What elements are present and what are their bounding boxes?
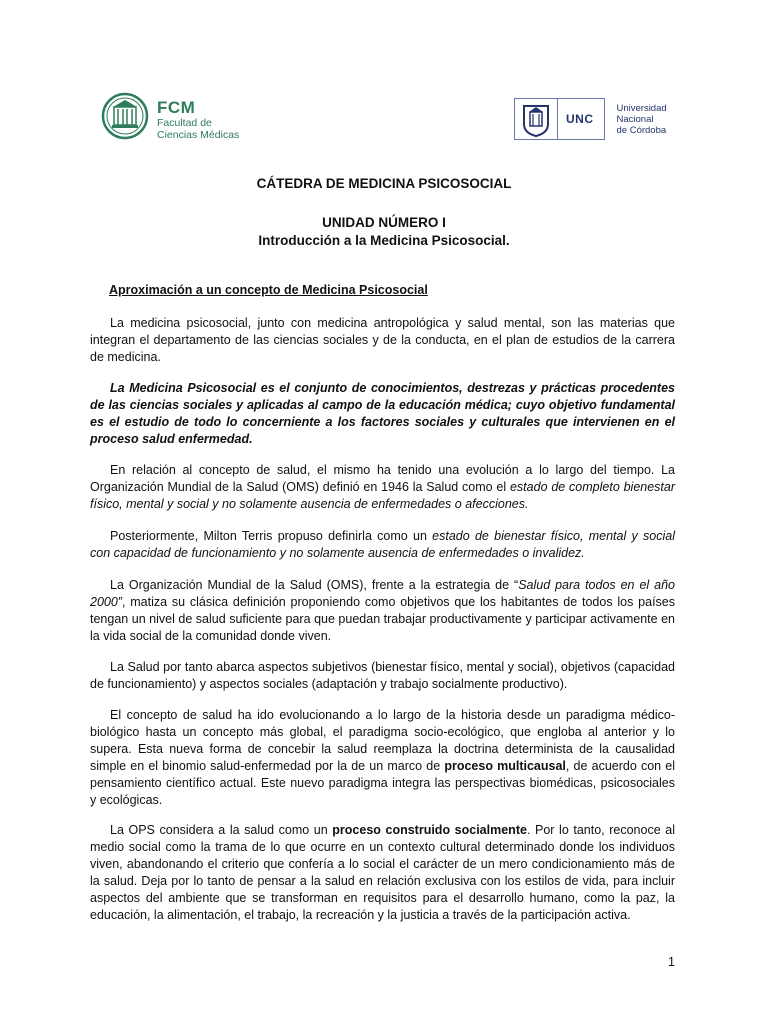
paragraph-3-italic: estado de completo bienestar físico, mental y social y no solamente ausencia de enfermedades o afecciones.	[90, 480, 676, 511]
unc-crest-icon	[519, 100, 553, 138]
paragraph-5	[90, 577, 675, 645]
paragraph-4-text: Posteriormente, Milton Terris propuso definirla como un	[110, 529, 433, 543]
fcm-abbreviation: FCM	[157, 98, 196, 117]
fcm-seal-icon	[101, 90, 149, 142]
unidad-title: UNIDAD NÚMERO I	[322, 215, 446, 230]
paragraph-7-rest: , de acuerdo con el pensamiento científico actual. Este nuevo paradigma integra las perspectivas biomédicas, psicosociales y ecológicas.	[90, 759, 675, 807]
catedra-title: CÁTEDRA DE MEDICINA PSICOSOCIAL	[256, 176, 512, 191]
unc-abbreviation: UNC	[566, 112, 594, 126]
unc-name-line3: de Córdoba	[616, 124, 667, 136]
paragraph-8-text: La OPS considera a la salud como un	[110, 823, 333, 837]
unc-name-line2: Nacional	[616, 113, 654, 125]
paragraph-7	[90, 707, 675, 809]
paragraph-8	[90, 822, 675, 924]
paragraph-4-italic: estado de bienestar físico, mental y social con capacidad de funcionamiento y no solamente ausencia de enfermedades o invalidez.	[90, 529, 675, 560]
page-number: 1	[668, 955, 675, 969]
paragraph-8-bold: proceso construido socialmente	[332, 823, 527, 837]
paragraph-3	[90, 462, 675, 513]
paragraph-7-bold: proceso multicausal	[444, 759, 566, 773]
paragraph-2-definition: La Medicina Psicosocial es el conjunto de conocimientos, destrezas y prácticas procedentes de las ciencias sociales y aplicadas al campo de la educación médica; cuyo objetivo fundamental es el estudio de todo lo concerniente a los factores sociales y culturales que intervienen en el proceso salud enfermedad.	[90, 381, 675, 446]
section-heading: Aproximación a un concepto de Medicina Psicosocial	[109, 283, 428, 297]
fcm-name-line1: Facultad de	[157, 117, 212, 129]
paragraph-1: La medicina psicosocial, junto con medicina antropológica y salud mental, son las materias que integran el departamento de las ciencias sociales y de la conducta, en el plan de estudios de la carrera de medicina.	[90, 316, 675, 364]
paragraph-5-text: La Organización Mundial de la Salud (OMS), frente a la estrategia de “	[110, 578, 519, 592]
unc-name-line1: Universidad	[616, 102, 667, 114]
paragraph-7-text: El concepto de salud ha ido evolucionando a lo largo de la historia desde un paradigma médico-biológico hasta un concepto más global, el paradigma socio-ecológico, que engloba al anterior y lo supera. Esta nueva forma de concebir la salud reemplaza la doctrina determinista de la causalidad simple en el binomio salud-enfermedad por la de un marco de	[90, 708, 675, 773]
fcm-name-line2: Ciencias Médicas	[157, 129, 240, 141]
paragraph-5-italic: Salud para todos en el año 2000”	[90, 578, 675, 609]
intro-title: Introducción a la Medicina Psicosocial.	[258, 233, 510, 248]
paragraph-4	[90, 528, 675, 562]
paragraph-5-rest: , matiza su clásica definición proponiendo como objetivos que los habitantes de todos los países tengan un nivel de salud suficiente para que puedan trabajar productivamente y participar activamente en la vida social de la comunidad donde viven.	[90, 595, 675, 643]
paragraph-6: La Salud por tanto abarca aspectos subjetivos (bienestar físico, mental y social), objetivos (capacidad de funcionamiento) y aspectos sociales (adaptación y trabajo socialmente productivo).	[90, 660, 675, 691]
paragraph-3-text: En relación al concepto de salud, el mismo ha tenido una evolución a lo largo del tiempo. La Organización Mundial de la Salud (OMS) definió en 1946 la Salud como el	[90, 463, 675, 494]
paragraph-8-rest: . Por lo tanto, reconoce al medio social como la trama de lo que ocurre en un contexto cultural determinado donde los individuos viven, abandonando el criterio que confería a lo social el carácter de un mero condicionamiento más de la salud. Deja por lo tanto de pensar a la salud en relación exclusiva con los estilos de vida, para incluir aspectos del ambiente que se transforman en requisitos para el desarrollo humano, como la paz, la educación, la alimentación, el trabajo, la recreación y la justicia a través de la participación activa.	[90, 823, 675, 922]
fcm-logo	[101, 90, 239, 142]
unc-logo	[514, 98, 667, 140]
